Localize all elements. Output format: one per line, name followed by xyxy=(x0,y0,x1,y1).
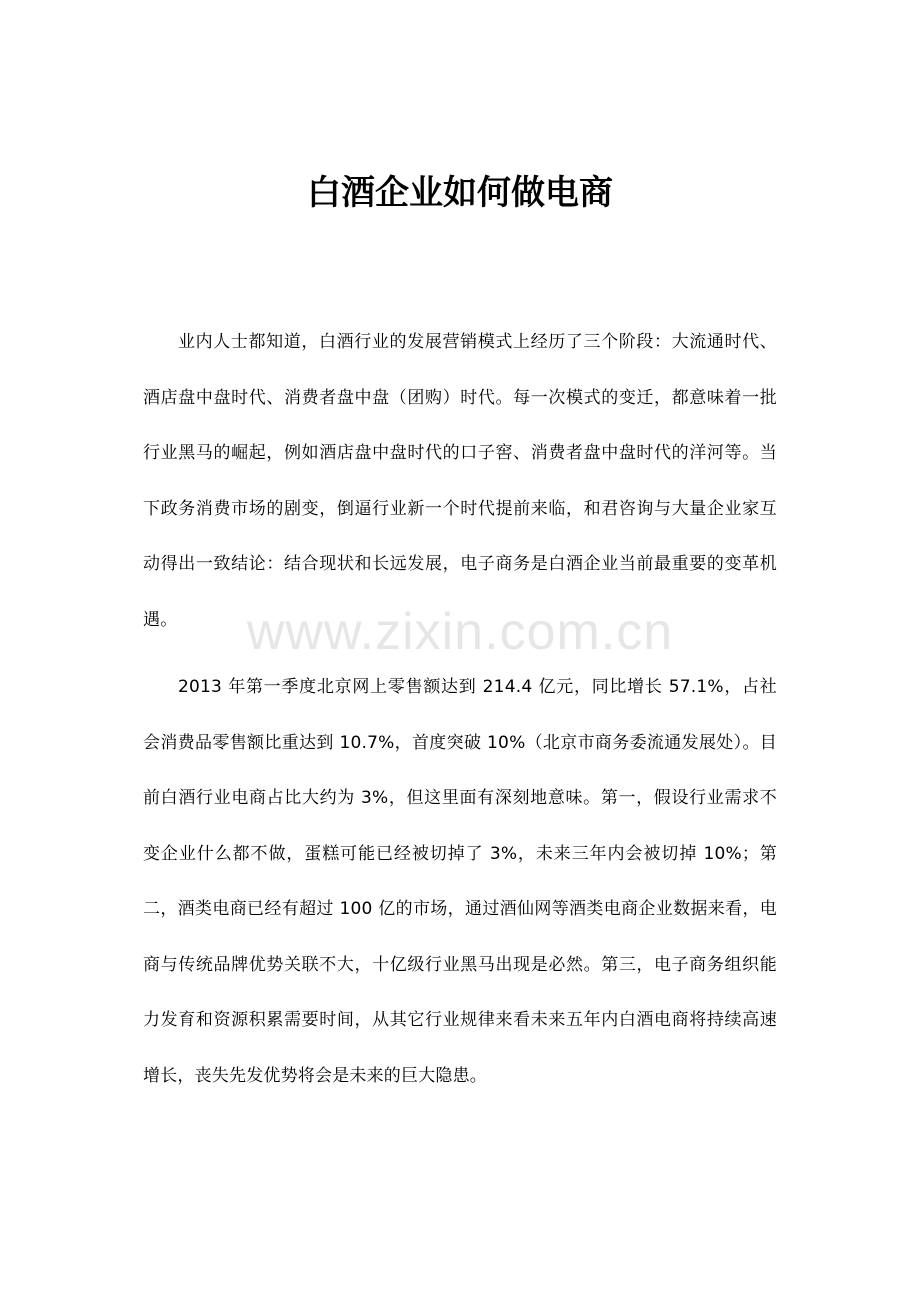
watermark: www.zixin.com.cn xyxy=(246,603,674,661)
paragraph-2: 2013 年第一季度北京网上零售额达到 214.4 亿元，同比增长 57.1%，占社会消费品零售额比重达到 10.7%，首度突破 10%（北京市商务委流通发展处）。目前白酒行业电商占比大约为 3%，但这里面有深刻地意味。第一，假设行业需求不变企业什么都不做，蛋糕可能已经被切掉了 3%，未来三年内会被切掉 10%；第二，酒类电商已经有超过 100 亿的市场，通过酒仙网等酒类电商企业数据来看，电商与传统品牌优势关联不大，十亿级行业黑马出现是必然。第三，电子商务组织能力发育和资源积累需要时间，从其它行业规律来看未来五年内白酒电商将持续高速增长，丧失先发优势将会是未来的巨大隐患。 xyxy=(143,677,777,1086)
document-body xyxy=(143,315,777,1104)
paragraph-1: 业内人士都知道，白酒行业的发展营销模式上经历了三个阶段：大流通时代、酒店盘中盘时代、消费者盘中盘（团购）时代。每一次模式的变迁，都意味着一批行业黑马的崛起，例如酒店盘中盘时代的口子窖、消费者盘中盘时代的洋河等。当下政务消费市场的剧变，倒逼行业新一个时代提前来临，和君咨询与大量企业家互动得出一致结论：结合现状和长远发展，电子商务是白酒企业当前最重要的变革机遇。 xyxy=(143,332,777,630)
document-title: 白酒企业如何做电商 xyxy=(307,172,613,213)
